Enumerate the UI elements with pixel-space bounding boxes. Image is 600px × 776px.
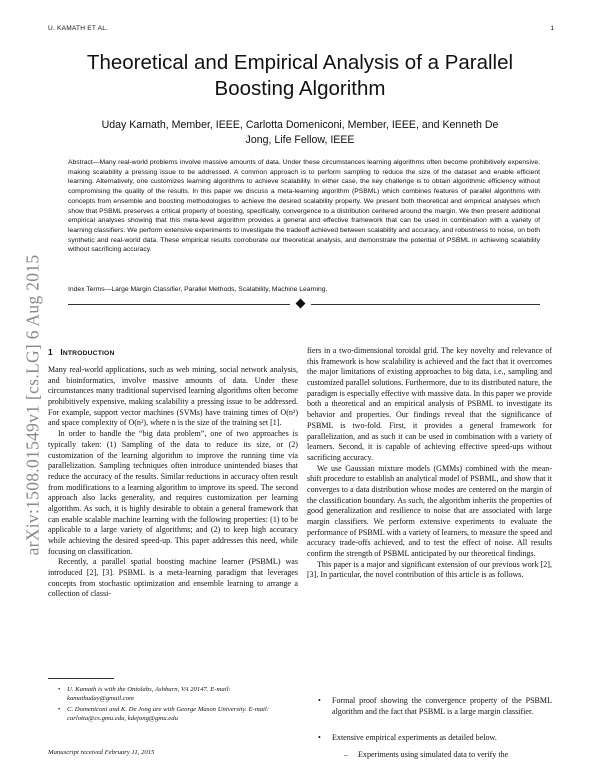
index-terms: Index Terms—Large Margin Classifier, Parallel Methods, Scalability, Machine Learning. bbox=[68, 286, 328, 293]
author-line-2: Jong, Life Fellow, IEEE bbox=[245, 134, 355, 146]
sub-bullet: Experiments using simulated data to verify the bbox=[358, 750, 509, 759]
right-column bbox=[307, 346, 552, 581]
paragraph: fiers in a two-dimensional toroidal grid. The key novelty and relevance of this framework is how scalability is achieved and the fact that it overcomes the major limitations of existing approaches to big data, i.e., sampling and customized parallel solutions. Furthermore, due to its distributed nature, the paradigm is especially effective with massive data. In this paper we provide both a theoretical and an empirical analysis of PSBML to investigate its behavior and properties. Our findings reveal that the significance of PSBML is two-fold. First, it provides a general framework for parallelization, and as such it can be used in combination with a variety of learners. Second, it is capable of achieving effective speed-ups without sacrificing accuracy. bbox=[307, 346, 552, 462]
paragraph: We use Gaussian mixture models (GMMs) combined with the mean-shift procedure to establish an analytical model of PSBML, and show that it converges to a data distribution whose modes are centered on the margin of the classification boundary. As such, the algorithm inherits the properties of good generalization and resilience to noise that are associated with large margin classifiers. We perform extensive experiments to evaluate the performance of PSBML with a variety of learners, to measure the speed and accuracy trade-offs achieved, and to test the effect of noise. All results confirm the strength of PSBML anticipated by our theoretical findings. bbox=[307, 463, 552, 559]
bullet-icon: • bbox=[318, 696, 321, 705]
abstract: Abstract—Many real-world problems involve massive amounts of data. Under these circumstances learning algorithms often become prohibitively expensive, making scalability a pressing issue to be addressed. A common approach is to perform sampling to reduce the size of the dataset and enable efficient learning. Alternatively, one customizes learning algorithms to achieve scalability. In either case, the key challenge is to obtain algorithmic efficiency without compromising the quality of the results. In this paper we discuss a meta-learning algorithm (PSBML) which combines features of parallel algorithms with concepts from ensemble and boosting methodologies to achieve the desired scalability property. We present both theoretical and empirical analyses which show that PSBML preserves a critical property of boosting, specifically, convergence to a distribution centered around the margin. We then present additional empirical analyses showing that this meta-level algorithm provides a general and effective framework that can be used in combination with a variety of learning classifiers. We perform extensive experiments to investigate the tradeoff achieved between scalability and accuracy, and robustness to noise, on both synthetic and real-world data. These empirical results corroborate our theoretical analysis, and demonstrate the potential of PSBML in achieving scalability without sacrificing accuracy. bbox=[68, 159, 540, 254]
left-column bbox=[48, 365, 298, 600]
footnote: • C. Domeniconi and K. De Jong are with George Mason University. E-mail: carlotta@cs.gmu.edu, kdejong@gmu.edu bbox=[58, 706, 269, 722]
section-heading: 1 INTRODUCTION bbox=[48, 347, 115, 357]
arxiv-stamp-text: arXiv:1508.01549v1 [cs.LG] 6 Aug 2015 bbox=[22, 254, 43, 556]
separator-right bbox=[311, 304, 540, 305]
paragraph: Recently, a parallel spatial boosting machine learner (PSBML) was introduced [2], [3]. PSBML is a meta-learning paradigm that leverages concepts from stochastic optimization and ensemble learning to arrange a collection of classi- bbox=[48, 557, 298, 599]
contribution-bullet: Formal proof showing the convergence property of the PSBML algorithm and the fact that PSBML is a large margin classifier. bbox=[332, 696, 552, 716]
manuscript-note: Manuscript received February 11, 2015 bbox=[48, 749, 155, 756]
separator-left bbox=[68, 304, 290, 305]
footnote-rule bbox=[48, 678, 114, 679]
footnote: • U. Kamath is with the Ontolabs, Ashburn, VA 20147. E-mail: kamathuday@gmail.com bbox=[58, 686, 231, 702]
dash-icon: – bbox=[344, 750, 348, 759]
contribution-bullet: Extensive empirical experiments as detailed below. bbox=[332, 733, 497, 742]
paragraph: Many real-world applications, such as web mining, social network analysis, and bioinformatics, involve massive amounts of data. Under these circumstances many traditional supervised learning algorithms often become prohibitively expensive, making scalability a pressing issue to be addressed. For example, support vector machines (SVMs) have training times of O(n³) and space complexity of O(n²), where n is the size of the training set [1]. bbox=[48, 365, 298, 428]
footnote-bullet-icon: • bbox=[58, 706, 61, 713]
paragraph: In order to handle the “big data problem”, one of two approaches is typically taken: (1) Sampling of the data to reduce its size, or (2) customization of the learning algorithm to improve the running time via parallelization. Sampling techniques often introduce unintended biases that reduce the accuracy of the results. Similar reductions in accuracy often result from modifications to a learning algorithm to improve its speed. The second approach also lacks generality, and requires customization per learning algorithm. As such, it is highly desirable to obtain a general framework that can enable scalable machine learning with the following properties: (1) to be applicable to a large variety of algorithms; and (2) to keep high accuracy while achieving the desired speed-up. This paper addresses this need, while focusing on classification. bbox=[48, 429, 298, 556]
running-head: U. KAMATH ET AL. bbox=[48, 25, 109, 32]
arxiv-stamp bbox=[18, 210, 48, 600]
paper-title: Theoretical and Empirical Analysis of a Parallel Boosting Algorithm bbox=[86, 51, 514, 100]
author-list bbox=[70, 118, 530, 148]
footnote-bullet-icon: • bbox=[58, 686, 61, 693]
diamond-ornament-icon bbox=[296, 299, 306, 309]
bullet-icon: • bbox=[318, 733, 321, 742]
author-line-1: Uday Kamath, Member, IEEE, Carlotta Domeniconi, Member, IEEE, and Kenneth De bbox=[101, 119, 499, 131]
page-number: 1 bbox=[550, 25, 554, 32]
paragraph: This paper is a major and significant extension of our previous work [2], [3]. In particular, the novel contribution of this article is as follows. bbox=[307, 559, 552, 580]
